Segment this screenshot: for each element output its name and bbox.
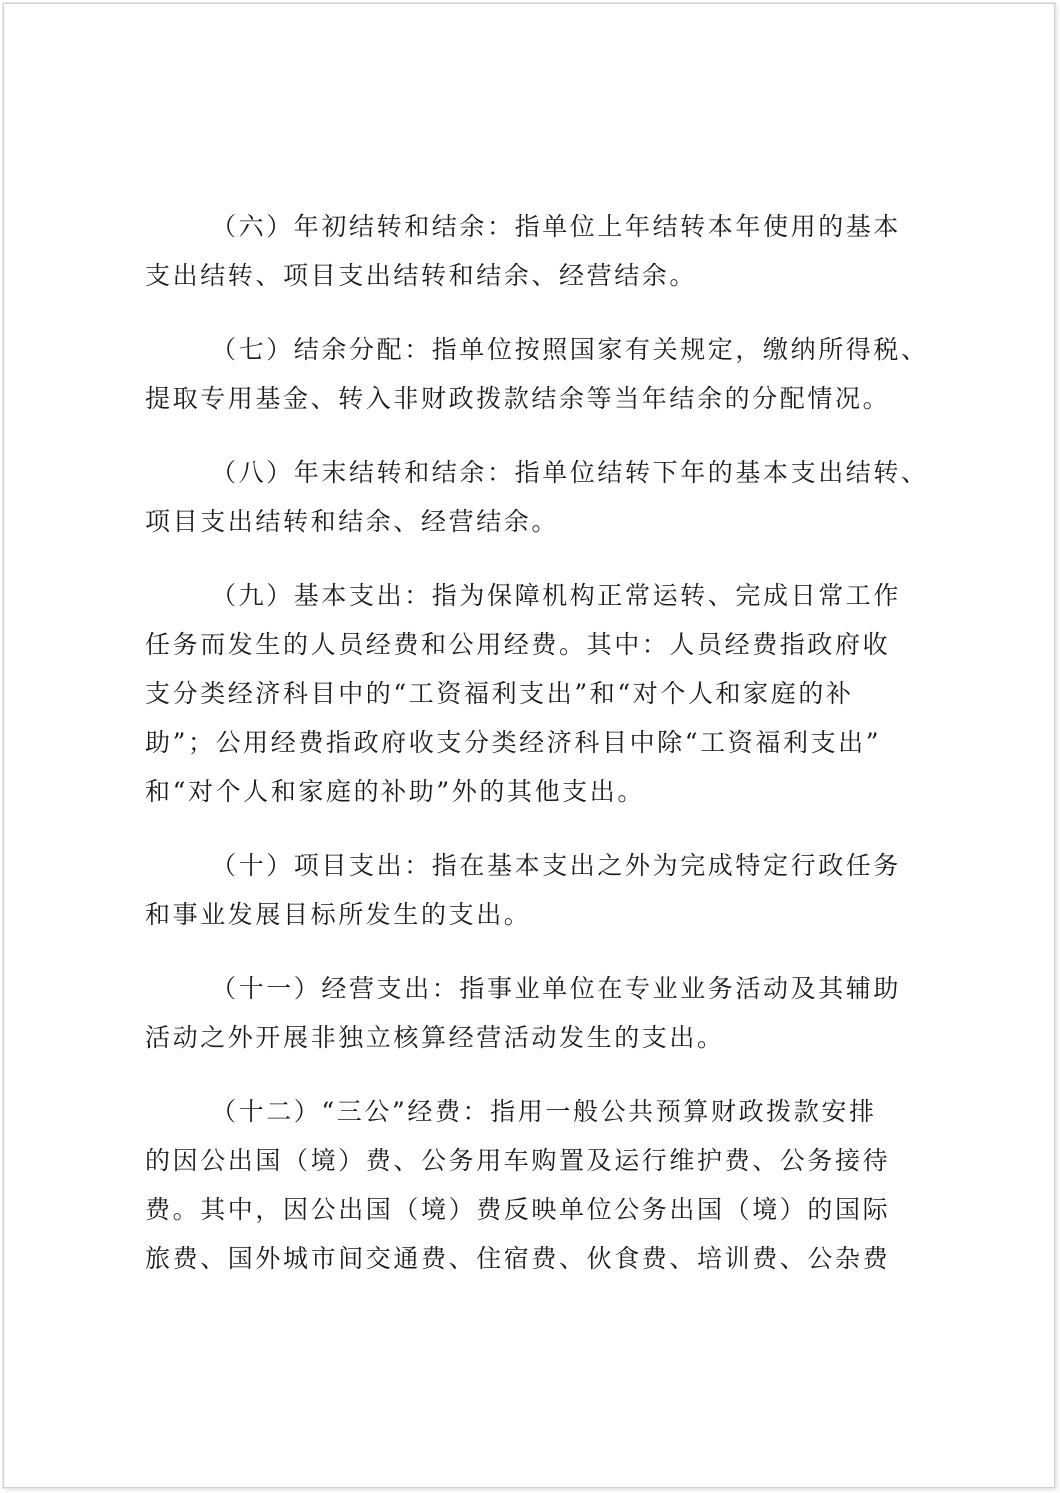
paragraph-line: （七）结余分配：指单位按照国家有关规定，缴纳所得税、 [211, 335, 929, 364]
paragraph-7 [145, 325, 945, 423]
paragraph-9 [145, 571, 945, 816]
paragraph-line: 项目支出结转和结余、经营结余。 [145, 507, 560, 536]
paragraph-line: （六）年初结转和结余：指单位上年结转本年使用的基本 [211, 212, 902, 241]
paragraph-line: 支出结转、项目支出结转和结余、经营结余。 [145, 261, 698, 290]
paragraph-line: 和“对个人和家庭的补助”外的其他支出。 [145, 777, 645, 806]
paragraph-line: （九）基本支出：指为保障机构正常运转、完成日常工作 [211, 581, 902, 610]
paragraph-line: 任务而发生的人员经费和公用经费。其中：人员经费指政府收 [145, 630, 891, 659]
paragraph-line: 旅费、国外城市间交通费、住宿费、伙食费、培训费、公杂费 [145, 1244, 891, 1273]
paragraph-line: 提取专用基金、转入非财政拨款结余等当年结余的分配情况。 [145, 384, 891, 413]
paragraph-6 [145, 202, 945, 300]
paragraph-8 [145, 448, 945, 546]
paragraph-10 [145, 841, 945, 939]
paragraph-line: 支分类经济科目中的“工资福利支出”和“对个人和家庭的补 [145, 679, 854, 708]
paragraph-line: （十一）经营支出：指事业单位在专业业务活动及其辅助 [211, 974, 902, 1003]
paragraph-line: （十二）“三公”经费：指用一般公共预算财政拨款安排 [211, 1097, 877, 1126]
document-body [145, 202, 945, 1308]
paragraph-line: （十）项目支出：指在基本支出之外为完成特定行政任务 [211, 851, 902, 880]
paragraph-11 [145, 964, 945, 1062]
paragraph-line: 助”；公用经费指政府收支分类经济科目中除“工资福利支出” [145, 728, 882, 757]
document-page [3, 3, 1055, 1488]
paragraph-line: 活动之外开展非独立核算经营活动发生的支出。 [145, 1023, 725, 1052]
paragraph-line: 和事业发展目标所发生的支出。 [145, 900, 532, 929]
paragraph-line: 费。其中，因公出国（境）费反映单位公务出国（境）的国际 [145, 1195, 891, 1224]
paragraph-12 [145, 1087, 945, 1283]
paragraph-line: 的因公出国（境）费、公务用车购置及运行维护费、公务接待 [145, 1146, 891, 1175]
paragraph-line: （八）年末结转和结余：指单位结转下年的基本支出结转、 [211, 458, 929, 487]
